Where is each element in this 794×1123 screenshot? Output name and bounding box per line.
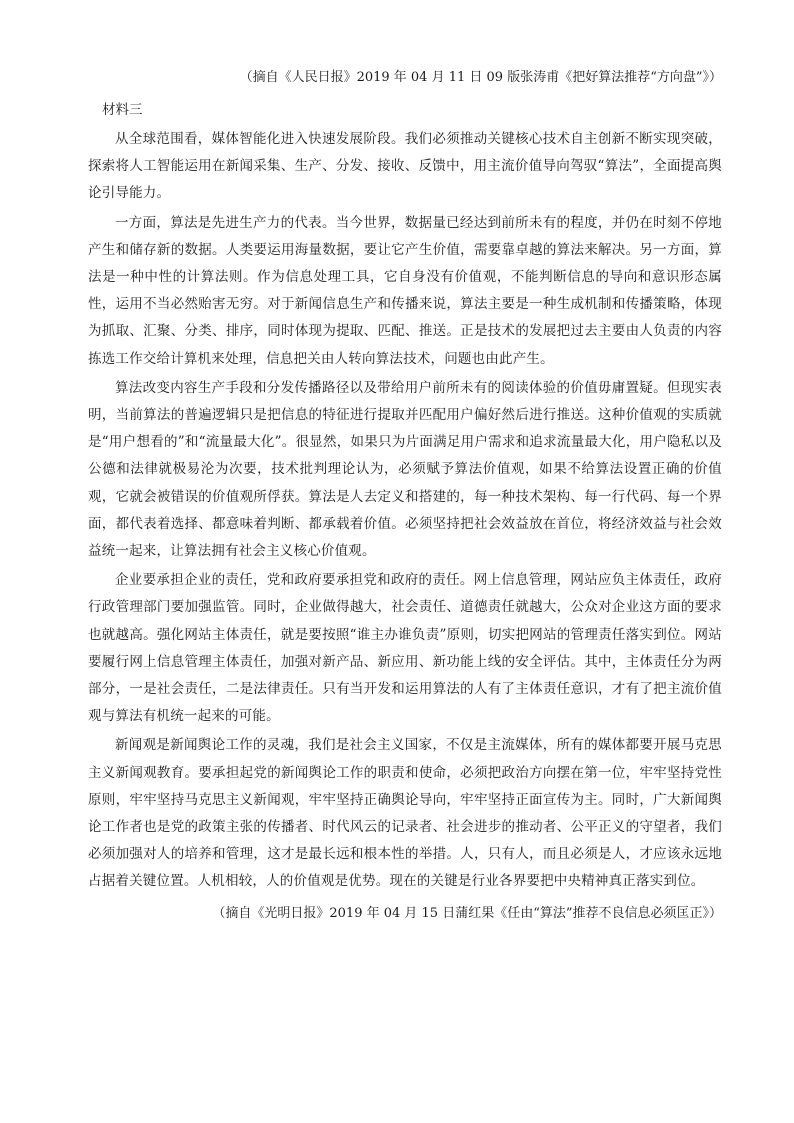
section-label: 材料三: [102, 102, 143, 118]
paragraph-2: 一方面，算法是先进生产力的代表。当今世界，数据量已经达到前所未有的程度，并仍在时刻不停地产生和储存新的数据。人类要运用海量数据，要让它产生价值，需要靠卓越的算法来解决。另一方面，算法是一种中性的计算法则。作为信息处理工具，它自身没有价值观，不能判断信息的导向和意识形态属性，运用不当必然贻害无穷。对于新闻信息生产和传播来说，算法主要是一种生成机制和传播策略，体现为抓取、汇聚、分类、排序，同时体现为提取、匹配、推送。正是技术的发展把过去主要由人负责的内容拣选工作交给计算机来处理，信息把关由人转向算法技术，问题也由此产生。: [88, 214, 722, 367]
paragraph-4: 企业要承担企业的责任，党和政府要承担党和政府的责任。网上信息管理，网站应负主体责任，政府行政管理部门要加强监管。同时，企业做得越大，社会责任、道德责任就越大，公众对企业这方面的要求也就越高。强化网站主体责任，就是要按照“谁主办谁负责”原则，切实把网站的管理责任落实到位。网站要履行网上信息管理主体责任，加强对新产品、新应用、新功能上线的安全评估。其中，主体责任分为两部分，一是社会责任，二是法律责任。只有当开发和运用算法的人有了主体责任意识，才有了把主流价值观与算法有机统一起来的可能。: [88, 572, 722, 725]
bottom-source-citation: （摘自《光明日报》2019 年 04 月 15 日蒲红果《任由“算法”推荐不良信息必须匡正》）: [212, 905, 722, 921]
paragraph-1: 从全球范围看，媒体智能化进入快速发展阶段。我们必须推动关键核心技术自主创新不断实现突破，探索将人工智能运用在新闻采集、生产、分发、接收、反馈中，用主流价值导向驾驭“算法”，全面提高舆论引导能力。: [88, 131, 722, 202]
paragraph-3: 算法改变内容生产手段和分发传播路径以及带给用户前所未有的阅读体验的价值毋庸置疑。但现实表明，当前算法的普遍逻辑只是把信息的特征进行提取并匹配用户偏好然后进行推送。这种价值观的实质就是“用户想看的”和“流量最大化”。很显然，如果只为片面满足用户需求和追求流量最大化，用户隐私以及公德和法律就极易沦为次要，技术批判理论认为，必须赋予算法价值观，如果不给算法设置正确的价值观，它就会被错误的价值观所俘获。算法是人去定义和搭建的，每一种技术架构、每一行代码、每一个界面，都代表着选择、都意味着判断、都承载着价值。必须坚持把社会效益放在首位，将经济效益与社会效益统一起来，让算法拥有社会主义核心价值观。: [88, 379, 722, 560]
paragraph-5: 新闻观是新闻舆论工作的灵魂，我们是社会主义国家，不仅是主流媒体，所有的媒体都要开展马克思主义新闻观教育。要承担起党的新闻舆论工作的职责和使命，必须把政治方向摆在第一位，牢牢坚持党性原则，牢牢坚持马克思主义新闻观，牢牢坚持正确舆论导向，牢牢坚持正面宣传为主。同时，广大新闻舆论工作者也是党的政策主张的传播者、时代风云的记录者、社会进步的推动者、公平正义的守望者，我们必须加强对人的培养和管理，这才是最长远和根本性的举措。人，只有人，而且必须是人，才应该永远地占据着关键位置。人机相较，人的价值观是优势。现在的关键是行业各界要把中央精神真正落实到位。: [88, 737, 722, 890]
top-source-citation: （摘自《人民日报》2019 年 04 月 11 日 09 版张涛甫《把好算法推荐“方向盘”》）: [239, 70, 722, 85]
